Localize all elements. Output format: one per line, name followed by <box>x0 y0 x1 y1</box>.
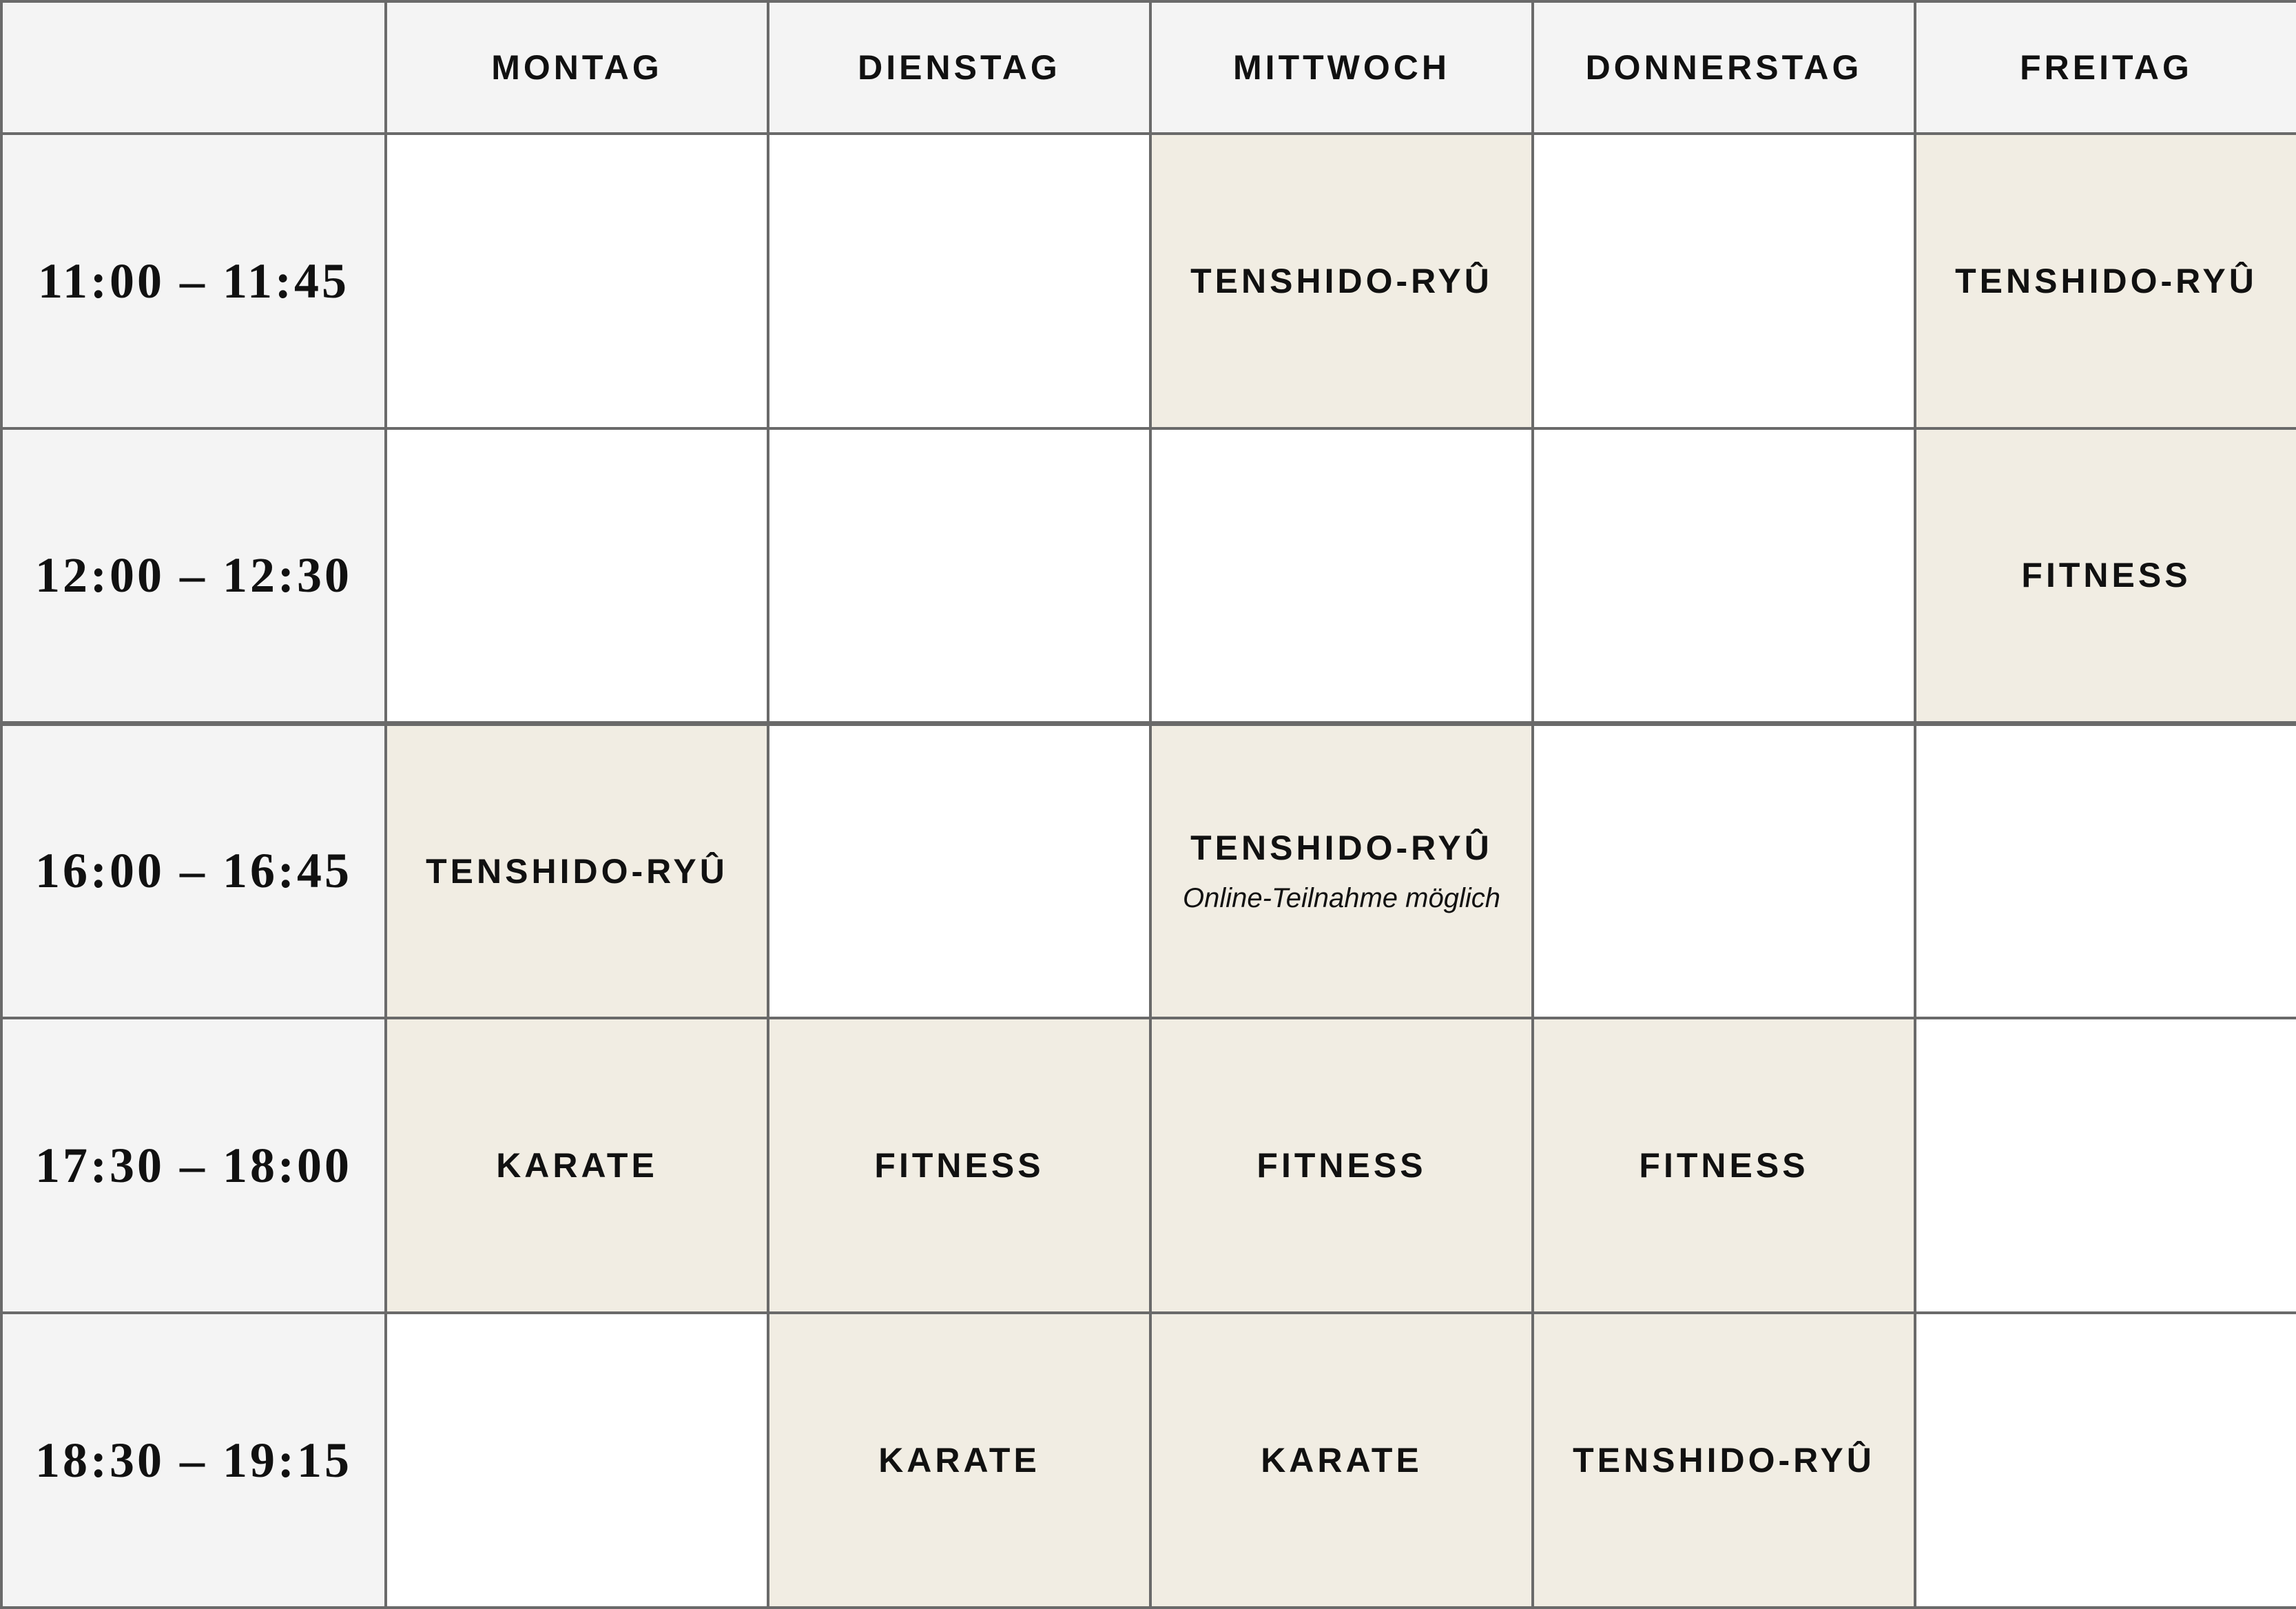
class-name: TENSHIDO-RYÛ <box>1955 262 2257 300</box>
schedule-cell-friday <box>1915 1018 2296 1313</box>
schedule-cell-friday <box>1915 134 2296 428</box>
schedule-cell-wednesday <box>1150 723 1533 1018</box>
class-name: FITNESS <box>1639 1146 1809 1185</box>
schedule-cell-monday <box>386 428 768 723</box>
schedule-cell-wednesday <box>1150 1018 1533 1313</box>
class-name: TENSHIDO-RYÛ <box>1190 262 1493 300</box>
day-header-friday: FREITAG <box>1915 1 2296 134</box>
schedule-cell-thursday <box>1533 1313 1915 1608</box>
class-name: TENSHIDO-RYÛ <box>1190 829 1493 868</box>
schedule-cell-wednesday <box>1150 428 1533 723</box>
time-slot-label: 18:30 – 19:15 <box>1 1313 386 1608</box>
corner-cell <box>1 1 386 134</box>
class-name: FITNESS <box>1256 1146 1427 1185</box>
class-name: TENSHIDO-RYÛ <box>426 851 728 891</box>
schedule-cell-friday <box>1915 428 2296 723</box>
time-slot-label: 11:00 – 11:45 <box>1 134 386 428</box>
class-note: Online-Teilnahme möglich <box>1183 883 1500 914</box>
class-name: FITNESS <box>874 1146 1044 1185</box>
schedule-cell-thursday <box>1533 723 1915 1018</box>
time-slot-row <box>1 1313 2296 1608</box>
time-slot-row <box>1 428 2296 723</box>
class-name: TENSHIDO-RYÛ <box>1573 1441 1875 1480</box>
schedule-cell-wednesday <box>1150 1313 1533 1608</box>
schedule-cell-thursday <box>1533 428 1915 723</box>
day-header-wednesday: MITTWOCH <box>1150 1 1533 134</box>
class-name: KARATE <box>1261 1441 1423 1480</box>
day-header-thursday: DONNERSTAG <box>1533 1 1915 134</box>
class-name: FITNESS <box>2021 556 2191 595</box>
time-slot-row <box>1 723 2296 1018</box>
schedule-cell-monday <box>386 1018 768 1313</box>
schedule-cell-tuesday <box>768 428 1150 723</box>
schedule-cell-friday <box>1915 1313 2296 1608</box>
time-slot-label: 16:00 – 16:45 <box>1 723 386 1018</box>
schedule-cell-monday <box>386 1313 768 1608</box>
schedule-cell-tuesday <box>768 723 1150 1018</box>
class-name: KARATE <box>878 1441 1040 1480</box>
time-slot-row <box>1 1018 2296 1313</box>
day-header-monday: MONTAG <box>386 1 768 134</box>
schedule-cell-thursday <box>1533 1018 1915 1313</box>
schedule-cell-tuesday <box>768 1313 1150 1608</box>
time-slot-label: 17:30 – 18:00 <box>1 1018 386 1313</box>
schedule-cell-friday <box>1915 723 2296 1018</box>
time-slot-label: 12:00 – 12:30 <box>1 428 386 723</box>
schedule-body <box>1 134 2296 1608</box>
class-name: KARATE <box>496 1146 658 1185</box>
schedule-cell-thursday <box>1533 134 1915 428</box>
schedule-cell-wednesday <box>1150 134 1533 428</box>
header-row <box>1 1 2296 134</box>
day-header-tuesday: DIENSTAG <box>768 1 1150 134</box>
time-slot-row <box>1 134 2296 428</box>
schedule-cell-tuesday <box>768 134 1150 428</box>
schedule-cell-monday <box>386 134 768 428</box>
schedule-cell-tuesday <box>768 1018 1150 1313</box>
schedule-cell-monday <box>386 723 768 1018</box>
